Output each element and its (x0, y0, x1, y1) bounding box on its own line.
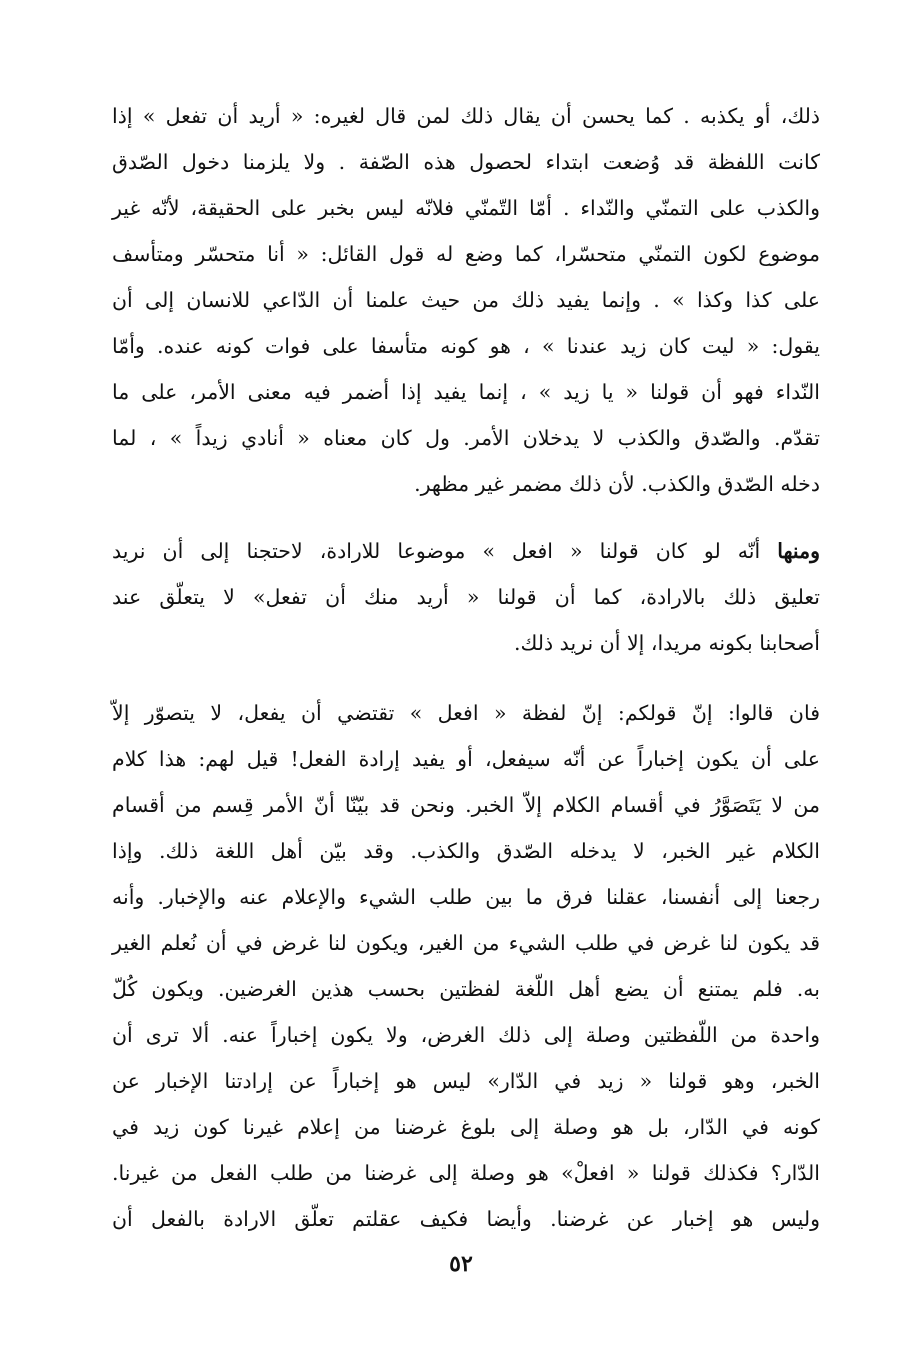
text-line: قد يكون لنا غرض في طلب الشيء من الغير، ويكون لنا غرض في أن نُعلم الغير (112, 931, 820, 955)
text-line: كانت اللفظة قد وُضعت ابتداء لحصول هذه الصّفة . ولا يلزمنا دخول الصّدق (112, 150, 820, 174)
text-line: ذلك، أو يكذبه . كما يحسن أن يقال ذلك لمن قال لغيره: « أريد أن تفعل » إذا (112, 104, 820, 128)
paragraph-1 (112, 93, 820, 507)
text-line: به. فلم يمتنع أن يضع أهل اللّغة لفظتين بحسب هذين الغرضين. ويكون كُلّ (112, 977, 820, 1001)
text-line: على أن يكون إخباراً عن أنّه سيفعل، أو يفيد إرادة الفعل! قيل لهم: هذا كلام (112, 747, 820, 771)
text-line: النّداء فهو أن قولنا « يا زيد » ، إنما يفيد إذا أضمر فيه معنى الأمر، على ما (112, 380, 820, 404)
text-line: موضوع لكون التمنّي متحسّرا، كما وضع له قول القائل: « أنا متحسّر ومتأسف (112, 242, 820, 266)
page-number: ٥٢ (449, 1251, 473, 1277)
text-line: والكذب على التمنّي والنّداء . أمّا التّمنّي فلانّه ليس بخبر على الحقيقة، لأنّه غير (112, 196, 820, 220)
text-line: على كذا وكذا » . وإنما يفيد ذلك من حيث علمنا أن الدّاعي للانسان إلى أن (112, 288, 820, 312)
text-line: من لا يَتَصَوَّرُ في أقسام الكلام إلاّ الخبر. ونحن قد بيّنّا أنّ الأمر قِسم من أقسام (112, 793, 820, 817)
text-line: أصحابنا بكونه مريدا، إلا أن نريد ذلك. (514, 631, 820, 655)
text-line: واحدة من اللّفظتين وصلة إلى ذلك الغرض، ولا يكون إخباراً عنه. ألا ترى أن (112, 1023, 820, 1047)
text-line: يقول: « ليت كان زيد عندنا » ، هو كونه متأسفا على فوات كونه عنده. وأمّا (112, 334, 820, 358)
text-line: كونه في الدّار، بل هو وصلة إلى بلوغ غرضنا من إعلام غيرنا كون زيد في (112, 1115, 820, 1139)
paragraph-3 (112, 690, 820, 1242)
text-line: تقدّم. والصّدق والكذب لا يدخلان الأمر. ول كان معناه « أنادي زيداً » ، لما (112, 426, 820, 450)
text-line-with-lead (112, 528, 820, 574)
text-line: الكلام غير الخبر، لا يدخله الصّدق والكذب. وقد بيّن أهل اللغة ذلك. وإذا (112, 839, 820, 863)
text-line: الخبر، وهو قولنا « زيد في الدّار» ليس هو إخباراً عن إرادتنا الإخبار عن (112, 1069, 820, 1093)
text-line: وليس هو إخبار عن غرضنا. وأيضا فكيف عقلتم تعلّق الارادة بالفعل أن (112, 1207, 820, 1231)
lead-word: ومنها (777, 539, 820, 563)
text-line: الدّار؟ فكذلك قولنا « افعلْ» هو وصلة إلى غرضنا من طلب الفعل من غيرنا. (112, 1161, 820, 1185)
text-line: تعليق ذلك بالارادة، كما أن قولنا « أريد منك أن تفعل» لا يتعلّق عند (112, 585, 820, 609)
text-line-rest: أنّه لو كان قولنا « افعل » موضوعا للارادة، لاحتجنا إلى أن نريد (112, 539, 778, 563)
text-line: فان قالوا: إنّ قولكم: إنّ لفظة « افعل » تقتضي أن يفعل، لا يتصوّر إلاّ (112, 701, 820, 725)
text-line: رجعنا إلى أنفسنا، عقلنا فرق ما بين طلب الشيء والإعلام عنه والإخبار. وأنه (112, 885, 820, 909)
text-line: دخله الصّدق والكذب. لأن ذلك مضمر غير مظهر. (414, 472, 820, 496)
paragraph-2 (112, 528, 820, 666)
